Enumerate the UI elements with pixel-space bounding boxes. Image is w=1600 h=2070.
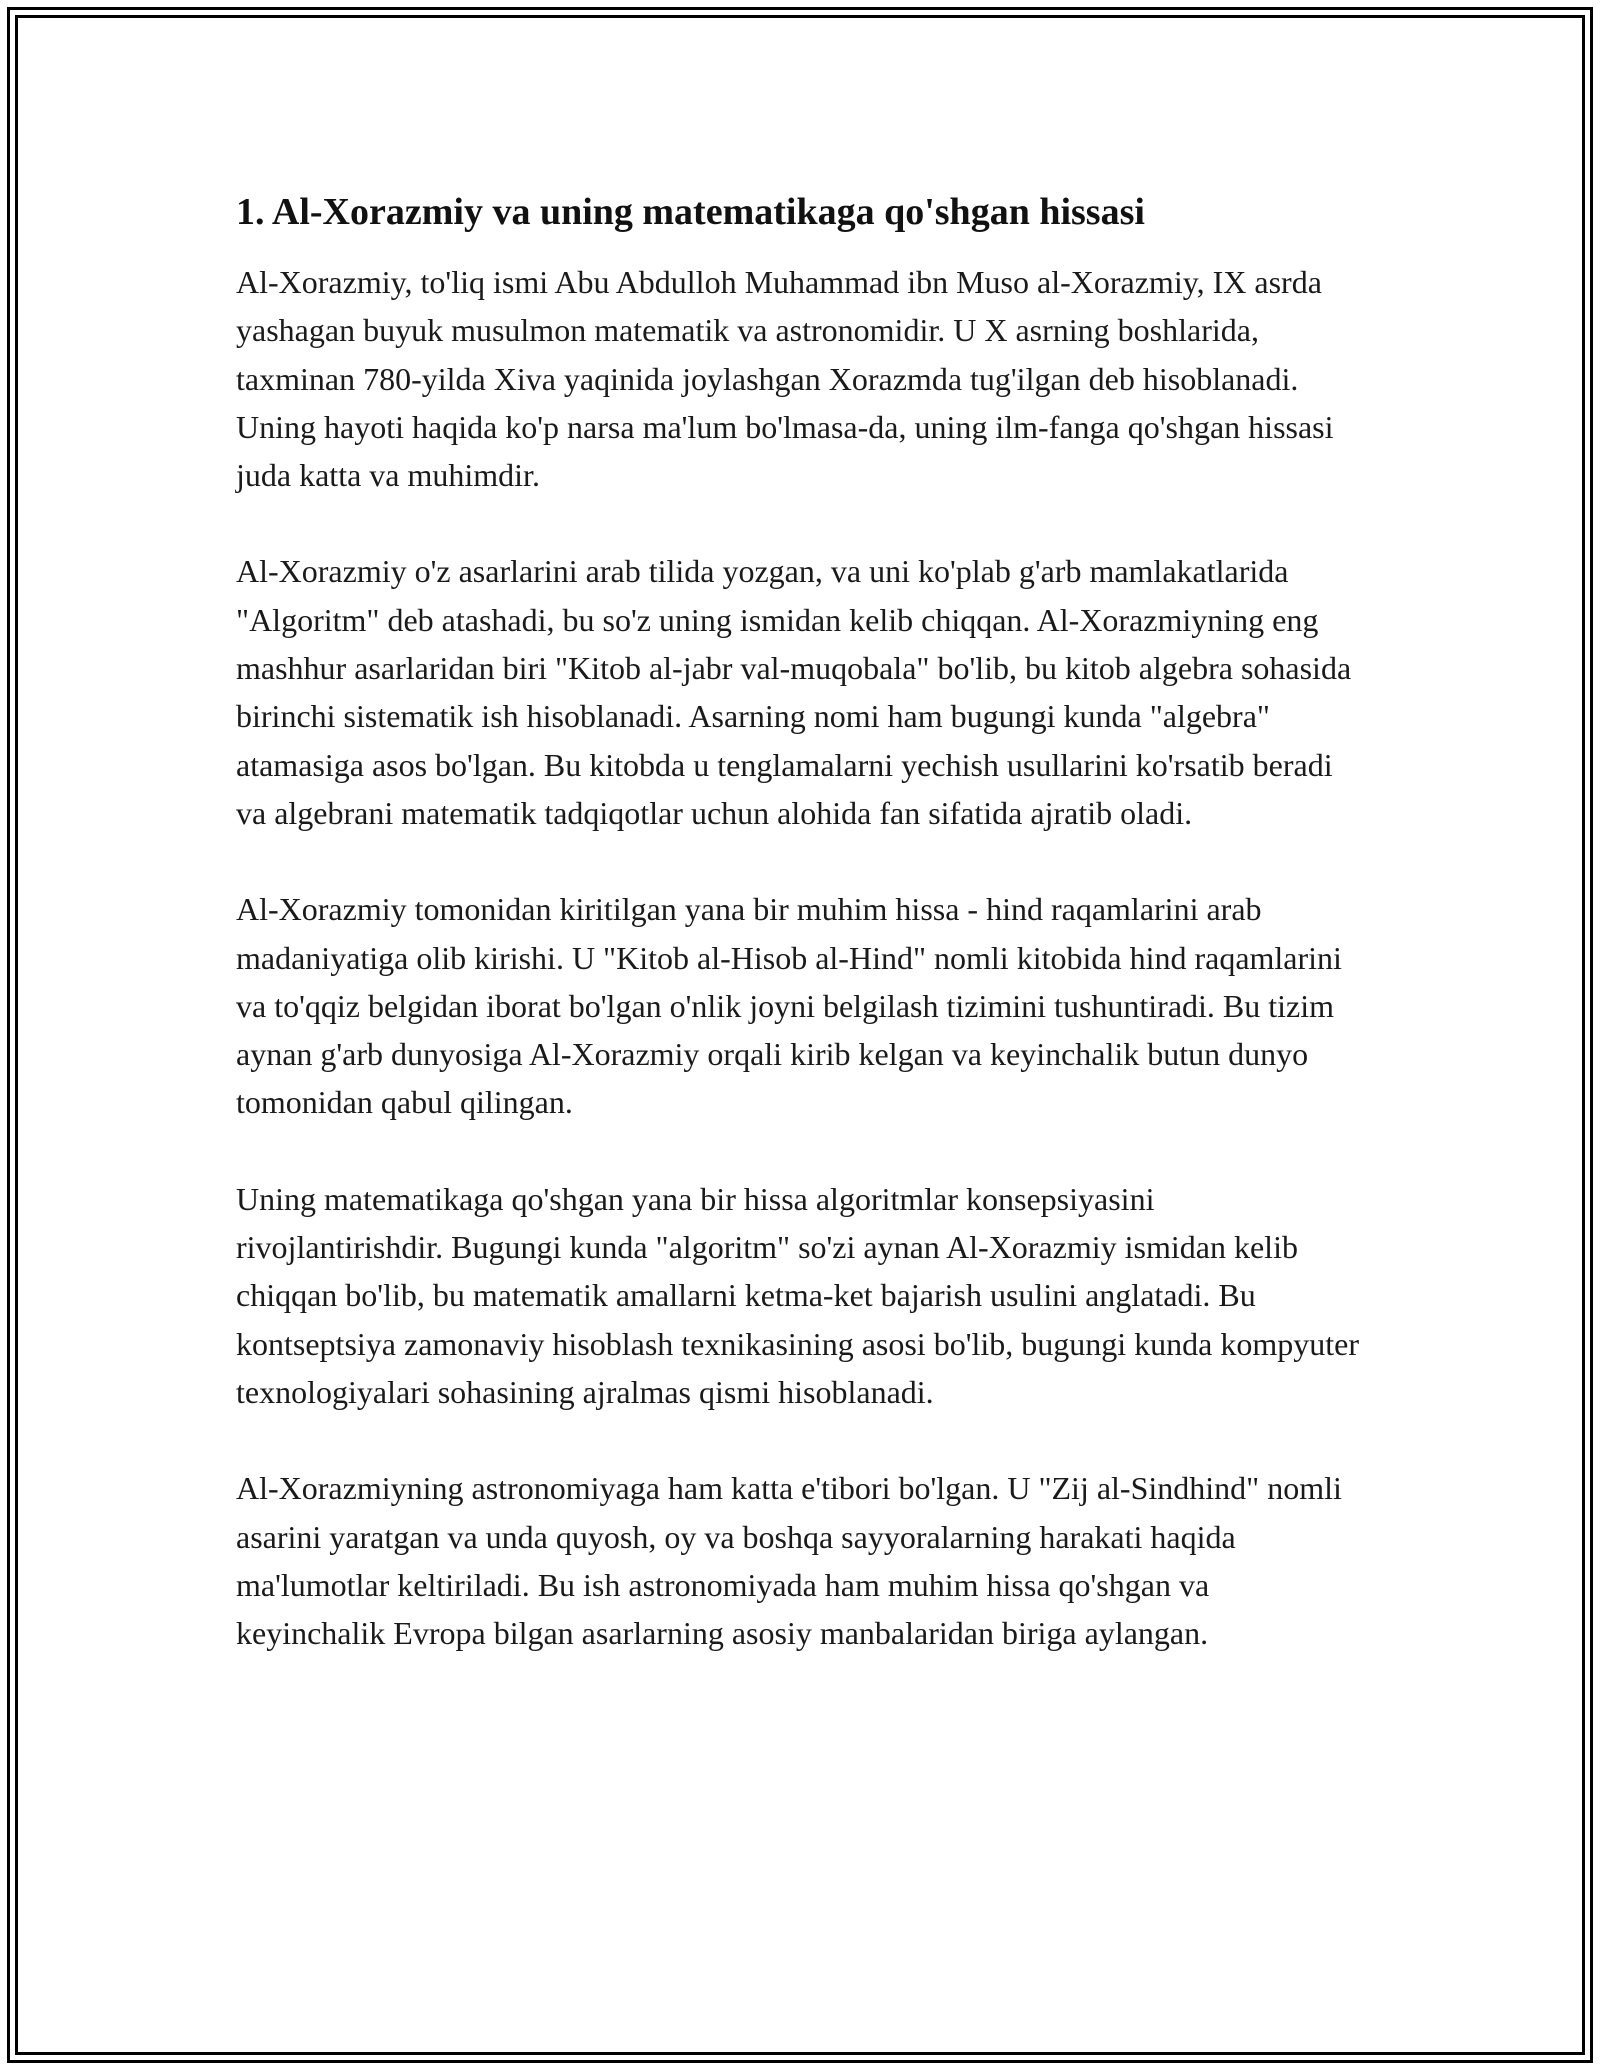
paragraph-astronomy: Al-Xorazmiyning astronomiyaga ham katta e'tibori bo'lgan. U "Zij al-Sindhind" nomli asarini yaratgan va unda quyosh, oy va boshqa sayyoralarning harakati haqida ma'lumotlar keltiriladi. Bu ish astronomiyada ham muhim hissa qo'shgan va keyinchalik Evropa bilgan asarlarning asosiy manbalaridan biriga aylangan.	[236, 1470, 1342, 1652]
paragraph-hindu-numerals: Al-Xorazmiy tomonidan kiritilgan yana bir muhim hissa - hind raqamlarini arab madaniyatiga olib kirishi. U "Kitob al-Hisob al-Hind" nomli kitobida hind raqamlarini va to'qqiz belgidan iborat bo'lgan o'nlik joyni belgilash tizimini tushuntiradi. Bu tizim aynan g'arb dunyosiga Al-Xorazmiy orqali kirib kelgan va keyinchalik butun dunyo tomonidan qabul qilingan.	[236, 891, 1342, 1121]
paragraph-intro: Al-Xorazmiy, to'liq ismi Abu Abdulloh Muhammad ibn Muso al-Xorazmiy, IX asrda yashagan buyuk musulmon matematik va astronomidir. U X asrning boshlarida, taxminan 780-yilda Xiva yaqinida joylashgan Xorazmda tug'ilgan deb hisoblanadi. Uning hayoti haqida ko'p narsa ma'lum bo'lmasa-da, uning ilm-fanga qo'shgan hissasi juda katta va muhimdir.	[236, 264, 1334, 494]
paragraph-algebra: Al-Xorazmiy o'z asarlarini arab tilida yozgan, va uni ko'plab g'arb mamlakatlarida "Algoritm" deb atashadi, bu so'z uning ismidan kelib chiqqan. Al-Xorazmiyning eng mashhur asarlaridan biri "Kitob al-jabr val-muqobala" bo'lib, bu kitob algebra sohasida birinchi sistematik ish hisoblanadi. Asarning nomi ham bugungi kunda "algebra" atamasiga asos bo'lgan. Bu kitobda u tenglamalarni yechish usullarini ko'rsatib beradi va algebrani matematik tadqiqotlar uchun alohida fan sifatida ajratib oladi.	[236, 553, 1352, 831]
document-body	[236, 188, 1366, 1705]
section-heading: 1. Al-Xorazmiy va uning matematikaga qo'shgan hissasi	[236, 191, 1145, 233]
paragraph-algorithms: Uning matematikaga qo'shgan yana bir hissa algoritmlar konsepsiyasini rivojlantirishdir. Bugungi kunda "algoritm" so'zi aynan Al-Xorazmiy ismidan kelib chiqqan bo'lib, bu matematik amallarni ketma-ket bajarish usulini anglatadi. Bu kontseptsiya zamonaviy hisoblash texnikasining asosi bo'lib, bugungi kunda kompyuter texnologiyalari sohasining ajralmas qismi hisoblanadi.	[236, 1180, 1359, 1410]
